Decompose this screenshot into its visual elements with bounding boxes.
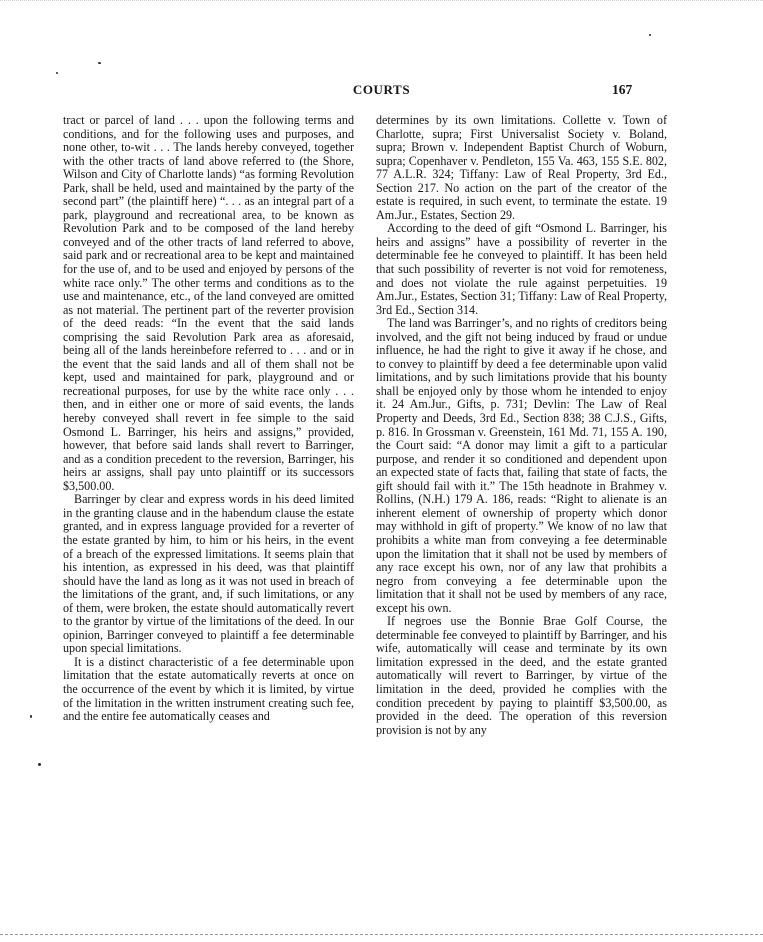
paragraph: The land was Barringer’s, and no rights of creditors being involved, and the gift not being induced by fraud or undue influence, he had the right to give it away if he chose, and to convey to plaintiff by deed a fee determinable upon valid limitations, and by such limitations provide that his bounty shall be enjoyed only by those whom he intended to enjoy it. 24 Am.Jur., Gifts, p. 731; Devlin: The Law of Real Property and Deeds, 3rd Ed., Section 838; 38 C.J.S., Gifts, p. 816. In Grossman v. Greenstein, 161 Md. 71, 155 A. 190, the Court said: “A donor may limit a gift to a particular purpose, and render it so conditioned and dependent upon an expected state of facts that, failing that state of facts, the gift should fail with it.” The 15th headnote in Brahmey v. Rollins, (N.H.) 179 A. 186, reads: “Right to alienate is an inherent element of ownership of property which donor may withhold in gift of property.” We know of no law that prohibits a white man from conveying a fee determinable upon the limitation that it shall not be used by members of any race except his own, nor of any law that prohibits a negro from conveying a fee determinable upon the limitation that it shall not be used by members of any race, except his own. xyxy=(376,316,667,615)
left-column xyxy=(63,114,354,724)
scan-speck xyxy=(56,72,58,74)
paragraph: Barringer by clear and express words in his deed limited in the granting clause and in the habendum clause the estate granted, and in express language provided for a reverter of the estate granted by him, to him or his heirs, in the event of a breach of the expressed limitations. It seems plain that his intention, as expressed in his deed, was that plaintiff should have the land as long as it was not used in breach of the limitations of the grant, and, if such limitations, or any of them, were broken, the estate should automatically revert to the grantor by virtue of the limitations of the deed. In our opinion, Barringer conveyed to plaintiff a fee determinable upon special limitations. xyxy=(63,492,354,656)
right-column xyxy=(376,114,667,737)
running-head xyxy=(0,80,763,102)
paragraph: It is a distinct characteristic of a fee determinable upon limitation that the estate automatically reverts at once on the occurrence of the event by which it is limited, by virtue of the limitation in the written instrument creating such fee, and the entire fee automatically ceases and xyxy=(63,654,354,724)
paragraph: tract or parcel of land . . . upon the following terms and conditions, and for the following uses and purposes, and none other, to-wit . . . The lands hereby conveyed, together with the other tracts of land above referred to (the Shore, Wilson and City of Charlotte lands) “as forming Revolution Park, shall be held, used and maintained by the party of the second part” (the plaintiff here) “. . . as an integral part of a park, playground and recreational area, to be known as Revolution Park and to be composed of the land hereby conveyed and of the other tracts of land referred to above, said park and or recreational area to be kept and maintained for the use of, and to be used and enjoyed by persons of the white race only.” The other terms and conditions as to the use and maintenance, etc., of the land conveyed are omitted as not material. The pertinent part of the reverter provision of the deed reads: “In the event that the said lands comprising the said Revolution Park area as aforesaid, being all of the lands hereinbefore referred to . . . and or in the event that the said lands and all of them shall not be kept, used and maintained for park, playground and or recreational purposes, for use by the white race only . . . then, and in either one or more of said events, the lands hereby conveyed shall revert in fee simple to the said Osmond L. Barringer, his heirs and assigns,” provided, however, that before said lands shall revert to Barringer, and as a condition precedent to the reversion, Barringer, his heirs ar assigns, shall pay unto plaintiff or its successors $3,500.00. xyxy=(63,113,354,493)
paragraph: determines by its own limitations. Collette v. Town of Charlotte, supra; First Universalist Society v. Boland, supra; Brown v. Independent Baptist Church of Woburn, supra; Copenhaver v. Pendleton, 155 Va. 463, 155 S.E. 802, 77 A.L.R. 324; Tiffany: Law of Real Property, 3rd Ed., Section 217. No action on the part of the creator of the estate is required, in such event, to terminate the estate. 19 Am.Jur., Estates, Section 29. xyxy=(376,113,667,222)
paragraph: According to the deed of gift “Osmond L. Barringer, his heirs and assigns” have a possibility of reverter in the determinable fee he conveyed to plaintiff. It has been held that such possibility of reverter is not void for remoteness, and does not violate the rule against perpetuities. 19 Am.Jur., Estates, Section 31; Tiffany: Law of Real Property, 3rd Ed., Section 314. xyxy=(376,221,667,317)
scan-speck xyxy=(649,34,651,36)
running-title: COURTS xyxy=(352,82,411,97)
scan-edge-bottom xyxy=(0,934,763,936)
scan-speck xyxy=(38,763,41,766)
paragraph: If negroes use the Bonnie Brae Golf Course, the determinable fee conveyed to plaintiff by Barringer, and his wife, automatically will cease and terminate by its own limitation expressed in the deed, and the estate granted automatically will revert to Barringer, by virtue of the limitation in the deed, provided he complies with the condition precedent by paying to plaintiff $3,500.00, as provided in the deed. The operation of this reversion provision is not by any xyxy=(376,614,667,737)
scan-speck xyxy=(98,62,101,64)
page-number: 167 xyxy=(612,82,633,97)
scan-speck xyxy=(30,715,32,718)
scan-edge-top xyxy=(0,0,763,2)
